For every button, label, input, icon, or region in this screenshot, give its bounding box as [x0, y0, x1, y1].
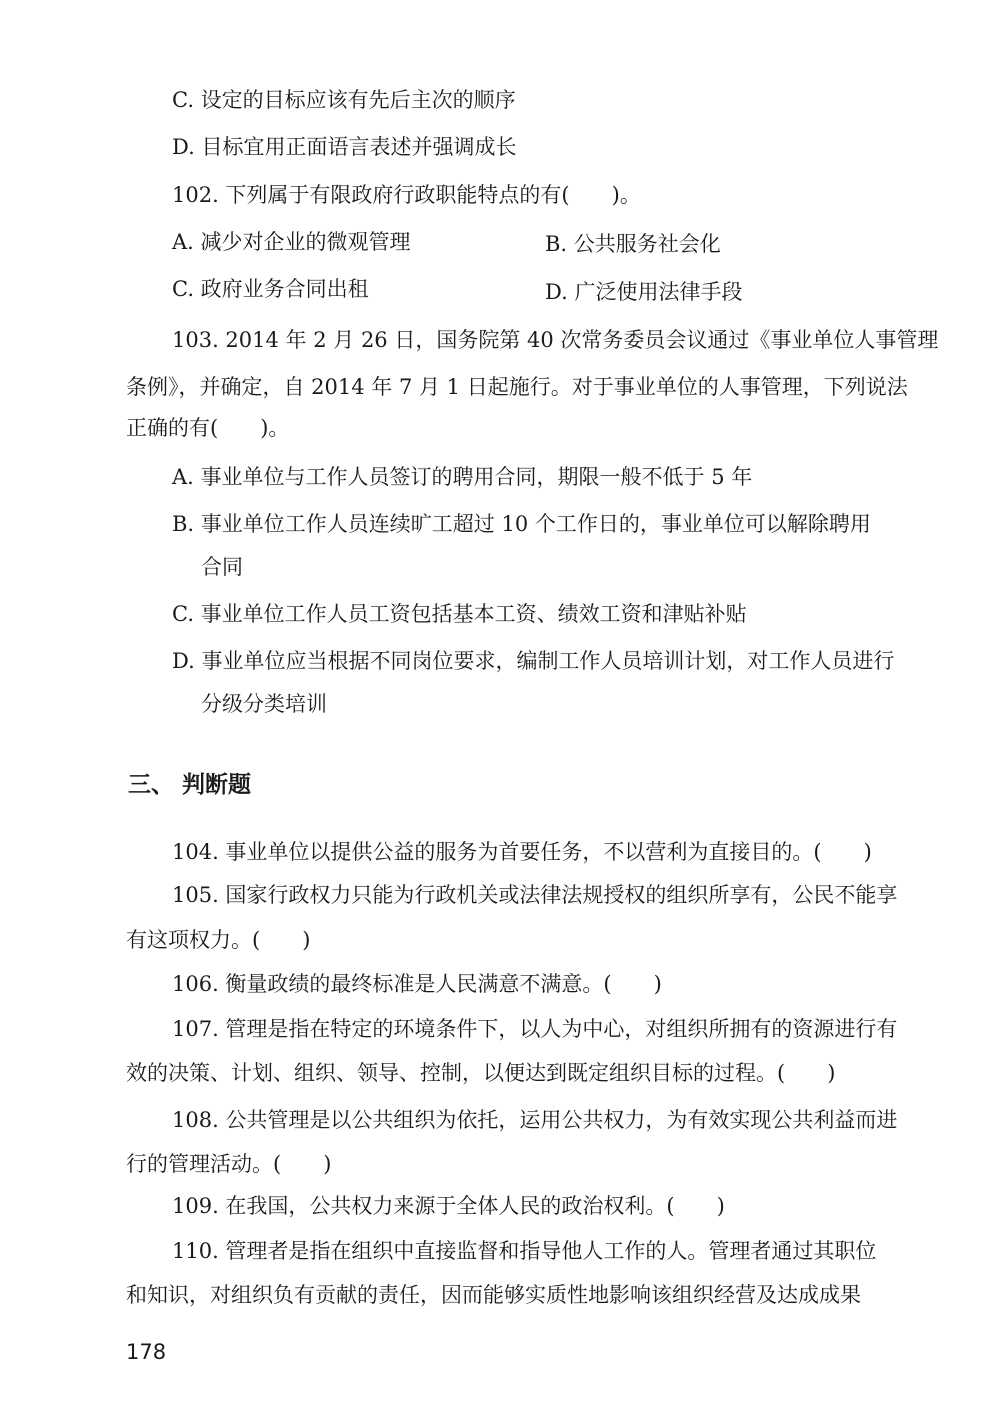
q106-text: 106. 衡量政绩的最终标准是人民满意不满意。( ) — [172, 972, 662, 996]
q103-option-b-line2: 合同 — [201, 555, 243, 579]
q101-option-c: C. 设定的目标应该有先后主次的顺序 — [172, 88, 516, 112]
q103-option-d-line1: D. 事业单位应当根据不同岗位要求，编制工作人员培训计划，对工作人员进行 — [172, 649, 895, 673]
q108-line1: 108. 公共管理是以公共组织为依托，运用公共权力，为有效实现公共利益而进 — [172, 1108, 898, 1132]
q103-stem-line1: 103. 2014 年 2 月 26 日，国务院第 40 次常务委员会议通过《事业单位人事管理 — [172, 328, 939, 352]
q101-option-d: D. 目标宜用正面语言表述并强调成长 — [172, 135, 517, 159]
q103-option-c: C. 事业单位工作人员工资包括基本工资、绩效工资和津贴补贴 — [172, 602, 747, 626]
q102-option-d: D. 广泛使用法律手段 — [545, 280, 743, 304]
q103-option-b-line1: B. 事业单位工作人员连续旷工超过 10 个工作日的，事业单位可以解除聘用 — [172, 512, 871, 536]
section-heading-judgment: 三、 判断题 — [128, 772, 252, 798]
q102-option-a: A. 减少对企业的微观管理 — [172, 230, 411, 254]
q105-line1: 105. 国家行政权力只能为行政机关或法律法规授权的组织所享有，公民不能享 — [172, 883, 898, 907]
q109-text: 109. 在我国，公共权力来源于全体人民的政治权利。( ) — [172, 1194, 725, 1218]
q102-option-c: C. 政府业务合同出租 — [172, 277, 369, 301]
q110-line1: 110. 管理者是指在组织中直接监督和指导他人工作的人。管理者通过其职位 — [172, 1239, 877, 1263]
q107-line2: 效的决策、计划、组织、领导、控制，以便达到既定组织目标的过程。( ) — [126, 1061, 836, 1085]
q108-line2: 行的管理活动。( ) — [126, 1152, 332, 1176]
q103-option-a: A. 事业单位与工作人员签订的聘用合同，期限一般不低于 5 年 — [172, 465, 753, 489]
q104-text: 104. 事业单位以提供公益的服务为首要任务，不以营利为直接目的。( ) — [172, 840, 872, 864]
q107-line1: 107. 管理是指在特定的环境条件下，以人为中心，对组织所拥有的资源进行有 — [172, 1017, 898, 1041]
q103-stem-line2: 条例》，并确定，自 2014 年 7 月 1 日起施行。对于事业单位的人事管理，下列说法 — [126, 375, 908, 399]
q105-line2: 有这项权力。( ) — [126, 928, 311, 952]
q102-stem: 102. 下列属于有限政府行政职能特点的有( )。 — [172, 183, 641, 207]
q103-stem-line3: 正确的有( )。 — [126, 416, 290, 440]
q102-option-b: B. 公共服务社会化 — [545, 232, 721, 256]
page-number: 178 — [126, 1340, 167, 1364]
q103-option-d-line2: 分级分类培训 — [201, 692, 327, 716]
q110-line2: 和知识，对组织负有贡献的责任，因而能够实质性地影响该组织经营及达成成果 — [126, 1283, 861, 1307]
